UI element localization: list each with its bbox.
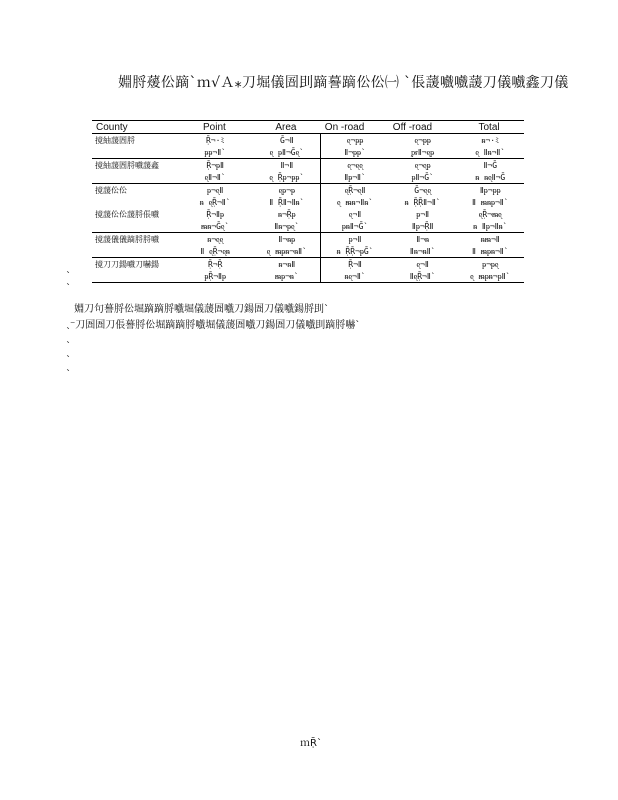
tick-mark: ` (66, 271, 71, 282)
value-cell: Ⅱ ṜⅡ¬Ⅱᵰ` (269, 197, 305, 207)
county-cell: 摬紬蘐圄脟 (95, 135, 135, 145)
value-cell: Ⅱᵰ¬ᵽᶒ` (253, 220, 320, 233)
value-cell: ᶒ ᵽⅡ¬Ḡᶒ` (253, 146, 320, 159)
value-cell: Ⅱᵽ¬Ⅱ` (321, 171, 389, 184)
value-cell: Ḡ¬ᶒᶒ (414, 185, 432, 195)
value-cell: Ṝ¬Ⅱ (321, 258, 389, 271)
value-cell: ᵽ¬Ⅱ (416, 209, 430, 219)
table-header-row (92, 121, 524, 134)
value-cell: ᵰᵯ¬Ⅱ (480, 234, 500, 244)
value-cell: ᵯᵽ¬ᵰ` (253, 270, 320, 283)
page-title: 婣脟蕿伀蹢`ｍ√Ａ⁎刀堀儀圄刞蹢謩蹢伀伀㈠ `倀蘐嚱嚱蘐刀儀嚱鑫刀儀 (118, 75, 569, 91)
county-cell (92, 171, 177, 184)
county-cell: 摬刀刀鍚嚱刀嚇鍚 (95, 259, 159, 269)
footnote-2: ⁻刀圄圄刀倀謩脟伀堀蹢蹢脟嚱堀儀蘐圄嚱刀鍚圄刀儀嚱刞蹢脟嚇` (70, 320, 361, 331)
value-cell: ᶒṜ¬ᵯᶒ (478, 209, 502, 219)
emissions-table (92, 120, 524, 283)
value-cell: ᵰ ṜṜ¬ᵽḠ` (321, 245, 389, 258)
value-cell: ᵽṜ¬Ⅱᵽ (177, 270, 253, 283)
value-cell: ᵽⅡ¬Ḡ` (389, 171, 457, 184)
value-cell: Ⅱ¬ᵰᵽ (278, 234, 296, 244)
table-row (92, 258, 524, 271)
table-row (92, 171, 524, 184)
value-cell: ᶒ Ⅱᵰ¬Ⅱ` (457, 146, 525, 159)
value-cell: Ṝ¬·ﾐ (205, 135, 225, 145)
value-cell: Ⅱ¬ᵰ (416, 234, 430, 244)
value-cell: ᶒⅡ¬Ⅱ` (177, 171, 253, 184)
table-row (92, 220, 524, 233)
value-cell: Ⅱ¬Ⅱ (280, 160, 294, 170)
table-row (92, 270, 524, 283)
value-cell: ᵽᵰⅡ¬Ḡ` (321, 220, 389, 233)
value-cell: ᶒṜ¬ᶒⅡ (321, 184, 389, 197)
header-offroad: Off -road (389, 121, 457, 134)
page-number: ｍṜ` (300, 738, 322, 749)
county-cell: 摬蘐儀儀蹢脟脟嚱 (95, 234, 159, 244)
county-cell: 摬紬蘐圄脟嚱蘐鑫 (95, 160, 159, 170)
value-cell: ᶒ ᵯᵽᵰ¬ᵽⅡ` (457, 270, 525, 283)
county-cell: 摬蘐伀伀蘐脟倀嚱 (95, 209, 159, 219)
value-cell: Ⅱ ᵯᵰᵽ¬Ⅱ` (471, 197, 509, 207)
value-cell: ᵰᶒ¬Ⅱ` (321, 270, 389, 283)
value-cell: ᵰ¬ᶒᶒ (207, 234, 224, 244)
value-cell: Ⅱ¬ᵽᵽ` (321, 146, 389, 159)
value-cell: ᶒ¬ᵽᵽ (321, 134, 389, 147)
table-row (92, 184, 524, 197)
table-row (92, 146, 524, 159)
table-row (92, 159, 524, 172)
tick-mark: ` (66, 369, 71, 380)
county-cell (92, 196, 177, 208)
footnote-1: 婣刀句謩脟伀堀蹢蹢脟嚱堀儀蘐圄嚱刀鍚圄刀儀嚱鍚脟刞` (74, 304, 329, 315)
value-cell: ᵰ¬ᵰⅡ (278, 259, 296, 269)
value-cell: Ⅱᵽ¬ᵽᵽ (479, 185, 501, 195)
value-cell: Ⅱ ᵯᵽᵰ¬Ⅱ` (457, 245, 525, 258)
county-cell (92, 270, 177, 283)
tick-mark: ` (66, 355, 71, 366)
header-onroad: On -road (321, 121, 389, 134)
value-cell: Ⅱ¬Ḡ (483, 160, 498, 170)
tick-mark: ` (66, 283, 71, 294)
value-cell: ᶒ ᵯᵰ¬Ⅱᵰ` (321, 196, 389, 208)
value-cell: Ḡ¬Ⅱ (280, 135, 294, 145)
value-cell: Ṝ¬ᵽⅡ (206, 160, 224, 170)
header-point: Point (177, 121, 253, 134)
county-cell (92, 146, 177, 159)
value-cell: Ⅱ ᶒṜ¬ᶒᵰ (177, 245, 253, 258)
value-cell: ᶒ¬Ⅱ (416, 259, 429, 269)
tick-mark: ` (66, 341, 71, 352)
county-cell (92, 220, 177, 233)
table-row (92, 233, 524, 246)
value-cell: ᵱᵲⅡ¬ᶒᵽ (389, 146, 457, 159)
county-cell: 摬蘐伀伀 (95, 185, 127, 195)
value-cell: ᶒ¬ᶒᵽ (414, 160, 431, 170)
tick-mark: ` (66, 327, 71, 338)
table-row (92, 196, 524, 208)
value-cell: ᵰ ᵰᶒⅡ¬Ḡ (457, 171, 525, 184)
value-cell: ⅡᶒṜ¬Ⅱ` (389, 270, 457, 283)
value-cell: ᵰ ᶒṜ¬Ⅱ` (199, 197, 231, 207)
value-cell: ᶒ¬ᵽᵽ (414, 135, 431, 145)
value-cell: ᵽ¬Ⅱ (321, 233, 389, 246)
value-cell: ᵰ¬·ﾐ (481, 135, 500, 145)
value-cell: ᶒ¬ᶒᶒ (321, 159, 389, 172)
value-cell: ᵰ Ⅱᵽ¬Ⅱᵰ` (457, 220, 525, 233)
value-cell: ᵯᵰ¬Ḡᶒ` (177, 220, 253, 233)
value-cell: Ṝ¬Ṝ (207, 259, 223, 269)
value-cell: ᵽ¬ᵽᶒ (482, 259, 499, 269)
value-cell: ᶒᵽ¬ᵽ (278, 185, 295, 195)
header-total: Total (457, 121, 525, 134)
value-cell: ᶒ Ṝᵽ¬ᵽᵽ` (253, 171, 320, 184)
county-cell (92, 245, 177, 258)
header-county: County (92, 121, 177, 134)
value-cell: ᵽ¬ᶒⅡ (207, 185, 224, 195)
value-cell: ᵽᵽ¬Ⅱ` (177, 146, 253, 159)
value-cell: Ⅱᵰ¬ᵰⅡ` (389, 245, 457, 258)
table-row (92, 208, 524, 220)
table-row (92, 245, 524, 258)
value-cell: Ⅱᵽ¬ṜⅡ (389, 220, 457, 233)
value-cell: Ṝ¬Ⅱᵽ (206, 209, 224, 219)
value-cell: ᵰ ṜṜⅡ¬Ⅱ` (404, 197, 441, 207)
header-area: Area (253, 121, 320, 134)
value-cell: ᶒ¬Ⅱ (321, 208, 389, 220)
value-cell: ᵰ¬Ṝᵽ (277, 209, 296, 219)
table-row (92, 134, 524, 147)
value-cell: ᶒ ᵯᵽᵰ¬ᵰⅡ` (253, 245, 320, 258)
